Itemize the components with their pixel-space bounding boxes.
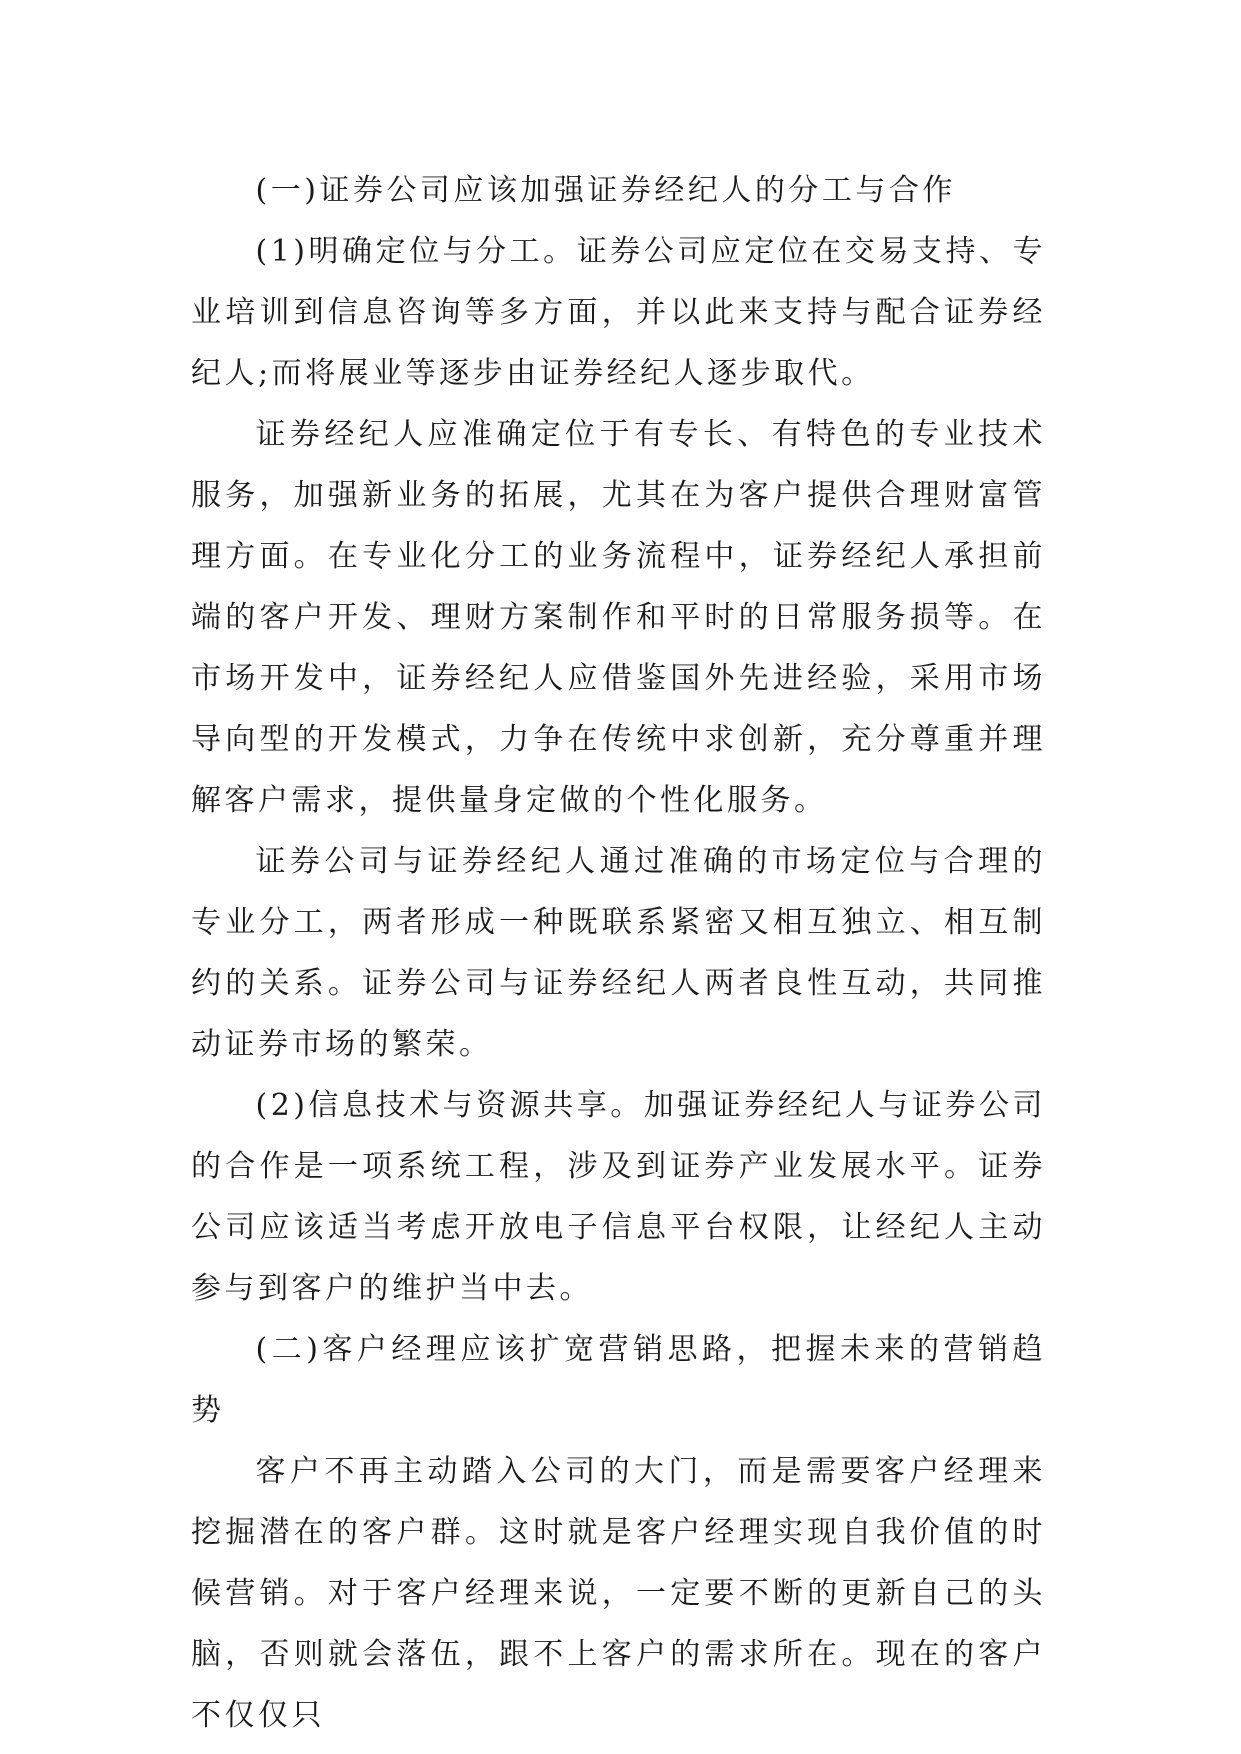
paragraph-information-sharing: (2)信息技术与资源共享。加强证券经纪人与证券公司的合作是一项系统工程，涉及到证券产业发展水平。证券公司应该适当考虑开放电子信息平台权限，让经纪人主动参与到客户的维护当中去。 bbox=[191, 1088, 1046, 1306]
paragraph-company-broker-relationship: 证券公司与证券经纪人通过准确的市场定位与合理的专业分工，两者形成一种既联系紧密又相互独立、相互制约的关系。证券公司与证券经纪人两者良性互动，共同推动证券市场的繁荣。 bbox=[191, 844, 1046, 1062]
paragraph-broker-positioning: 证券经纪人应准确定位于有专长、有特色的专业技术服务，加强新业务的拓展，尤其在为客户提供合理财富管理方面。在专业化分工的业务流程中，证券经纪人承担前端的客户开发、理财方案制作和平时的日常服务损等。在市场开发中，证券经纪人应借鉴国外先进经验，采用市场导向型的开发模式，力争在传统中求创新，充分尊重并理解客户需求，提供量身定做的个性化服务。 bbox=[191, 417, 1046, 818]
section-heading-2: (二)客户经理应该扩宽营销思路，把握未来的营销趋势 bbox=[191, 1332, 1046, 1428]
paragraph-positioning-division: (1)明确定位与分工。证券公司应定位在交易支持、专业培训到信息咨询等多方面，并以此来支持与配合证券经纪人;而将展业等逐步由证券经纪人逐步取代。 bbox=[191, 234, 1046, 391]
section-heading-1: (一)证券公司应该加强证券经纪人的分工与合作 bbox=[255, 173, 956, 208]
document-body bbox=[191, 160, 1046, 1746]
paragraph-client-manager-marketing: 客户不再主动踏入公司的大门，而是需要客户经理来挖掘潜在的客户群。这时就是客户经理实现自我价值的时候营销。对于客户经理来说，一定要不断的更新自己的头脑，否则就会落伍，跟不上客户的需求所在。现在的客户不仅仅只 bbox=[191, 1454, 1046, 1733]
